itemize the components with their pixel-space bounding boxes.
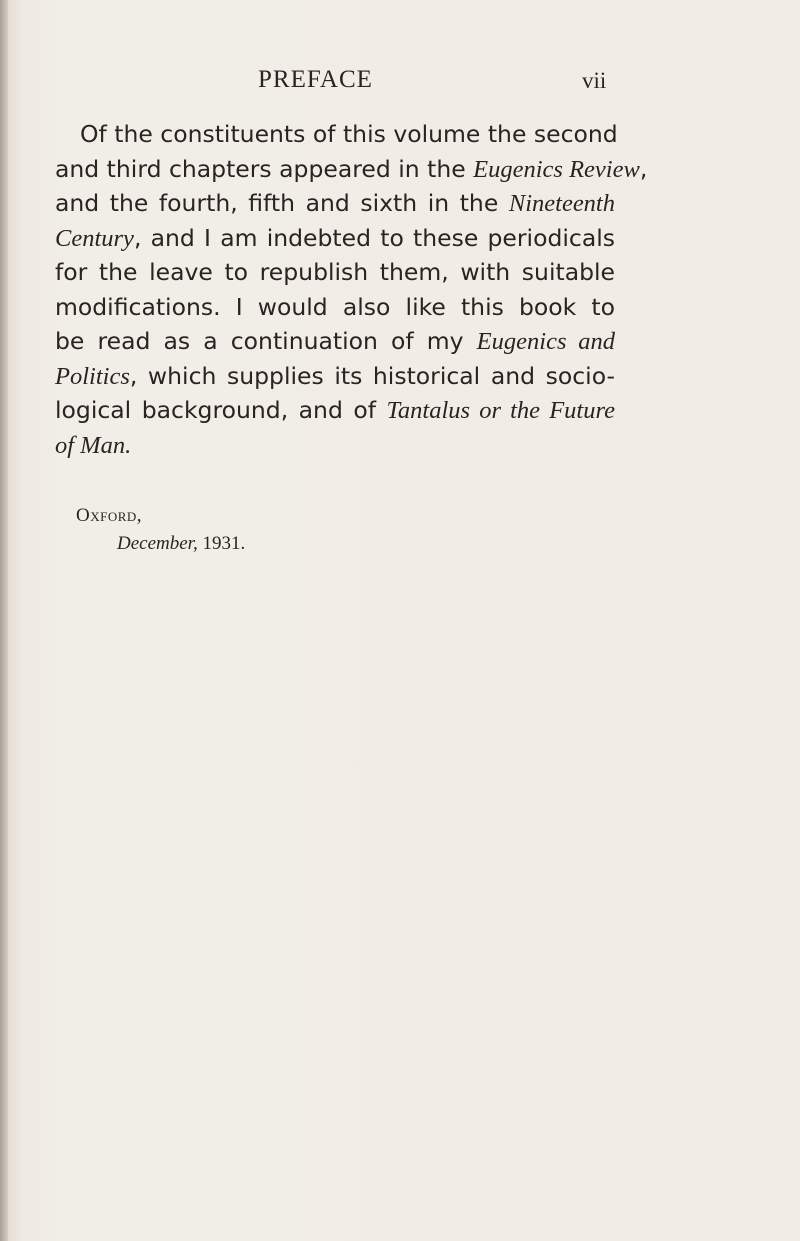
italic-title-segment: Eugenics Review — [473, 155, 640, 183]
text-line — [55, 393, 615, 428]
text-segment: , which supplies its historical and socio- — [129, 361, 615, 390]
page-gutter-shadow — [0, 0, 8, 1241]
text-segment: , and I am indebted to these periodicals — [133, 223, 615, 252]
text-line — [55, 428, 615, 463]
italic-title-segment: Nineteenth — [508, 190, 615, 217]
italic-title-segment: Eugenics and — [476, 328, 615, 355]
text-line — [55, 186, 615, 221]
italic-title-segment: Politics — [55, 362, 130, 390]
text-segment: be read as a continuation of my — [55, 327, 477, 355]
text-line — [55, 152, 648, 187]
text-segment: modifications. I would also like this book to — [55, 292, 615, 321]
signature-year: 1931. — [202, 533, 246, 554]
text-line — [55, 290, 615, 325]
signature-month: December, — [117, 533, 198, 554]
running-title: PREFACE — [258, 66, 373, 93]
text-segment: logical background, and of — [55, 396, 387, 424]
italic-title-segment: Tantalus or the Future — [386, 397, 615, 424]
text-segment: , — [639, 154, 648, 183]
text-segment: Of the constituents of this volume the second — [80, 120, 618, 148]
text-line — [55, 221, 615, 256]
text-line — [55, 255, 615, 290]
preface-paragraph — [55, 117, 648, 462]
text-segment: and the fourth, fifth and sixth in the — [55, 189, 509, 217]
page-number: vii — [582, 68, 607, 93]
text-segment: for the leave to republish them, with suitable — [55, 258, 615, 286]
text-line — [55, 117, 618, 152]
signature-place: Oxford, — [76, 505, 143, 526]
running-head — [0, 66, 800, 106]
italic-title-segment: of Man. — [55, 431, 132, 459]
text-line — [55, 359, 615, 394]
italic-title-segment: Century — [55, 224, 134, 252]
signature-date — [117, 533, 245, 555]
text-line — [55, 324, 615, 359]
text-segment: and third chapters appeared in the — [55, 154, 474, 183]
